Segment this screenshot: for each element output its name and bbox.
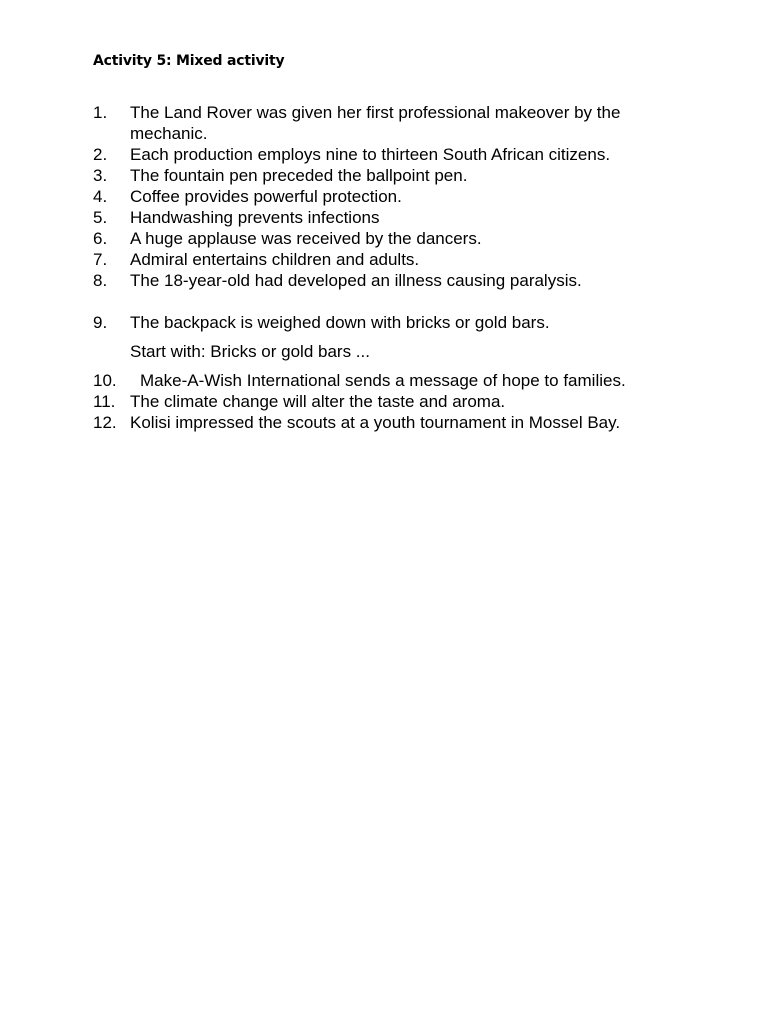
list-item bbox=[93, 391, 693, 412]
item-number: 8. bbox=[93, 271, 108, 290]
list-item bbox=[93, 312, 693, 333]
item-number: 6. bbox=[93, 229, 108, 248]
list-item bbox=[93, 412, 693, 433]
item-text: The Land Rover was given her first professional makeover by the mechanic. bbox=[130, 103, 621, 143]
sentence-list bbox=[93, 102, 693, 433]
item-text: Make-A-Wish International sends a message of hope to families. bbox=[140, 371, 626, 390]
item-text: The 18-year-old had developed an illness causing paralysis. bbox=[130, 271, 582, 290]
list-item bbox=[93, 228, 693, 249]
item-number: 12. bbox=[93, 413, 117, 432]
item-text: Kolisi impressed the scouts at a youth tournament in Mossel Bay. bbox=[130, 413, 621, 432]
item-number: 1. bbox=[93, 103, 108, 122]
item-number: 2. bbox=[93, 145, 108, 164]
item-text: The climate change will alter the taste and aroma. bbox=[130, 392, 506, 411]
item-text: Each production employs nine to thirteen South African citizens. bbox=[130, 145, 611, 164]
item-number: 10. bbox=[93, 371, 117, 390]
list-item bbox=[93, 186, 693, 207]
item-text: Handwashing prevents infections bbox=[130, 208, 380, 227]
page-title: Activity 5: Mixed activity bbox=[93, 53, 285, 69]
item-text: A huge applause was received by the dancers. bbox=[130, 229, 482, 248]
list-item bbox=[93, 270, 693, 291]
item-text: The backpack is weighed down with bricks or gold bars. bbox=[130, 313, 550, 332]
item-number: 7. bbox=[93, 250, 108, 269]
list-item bbox=[93, 144, 693, 165]
item-number: 3. bbox=[93, 166, 108, 185]
item-text: The fountain pen preceded the ballpoint pen. bbox=[130, 166, 468, 185]
list-item bbox=[93, 165, 693, 186]
list-item bbox=[93, 207, 693, 228]
item-number: 5. bbox=[93, 208, 108, 227]
item-number: 9. bbox=[93, 313, 108, 332]
list-item bbox=[93, 102, 693, 144]
item-text: Admiral entertains children and adults. bbox=[130, 250, 420, 269]
item-9-instruction: Start with: Bricks or gold bars ... bbox=[130, 342, 370, 361]
item-number: 11. bbox=[93, 392, 116, 411]
list-item bbox=[93, 370, 693, 391]
list-item bbox=[93, 249, 693, 270]
item-text: Coffee provides powerful protection. bbox=[130, 187, 402, 206]
item-number: 4. bbox=[93, 187, 108, 206]
